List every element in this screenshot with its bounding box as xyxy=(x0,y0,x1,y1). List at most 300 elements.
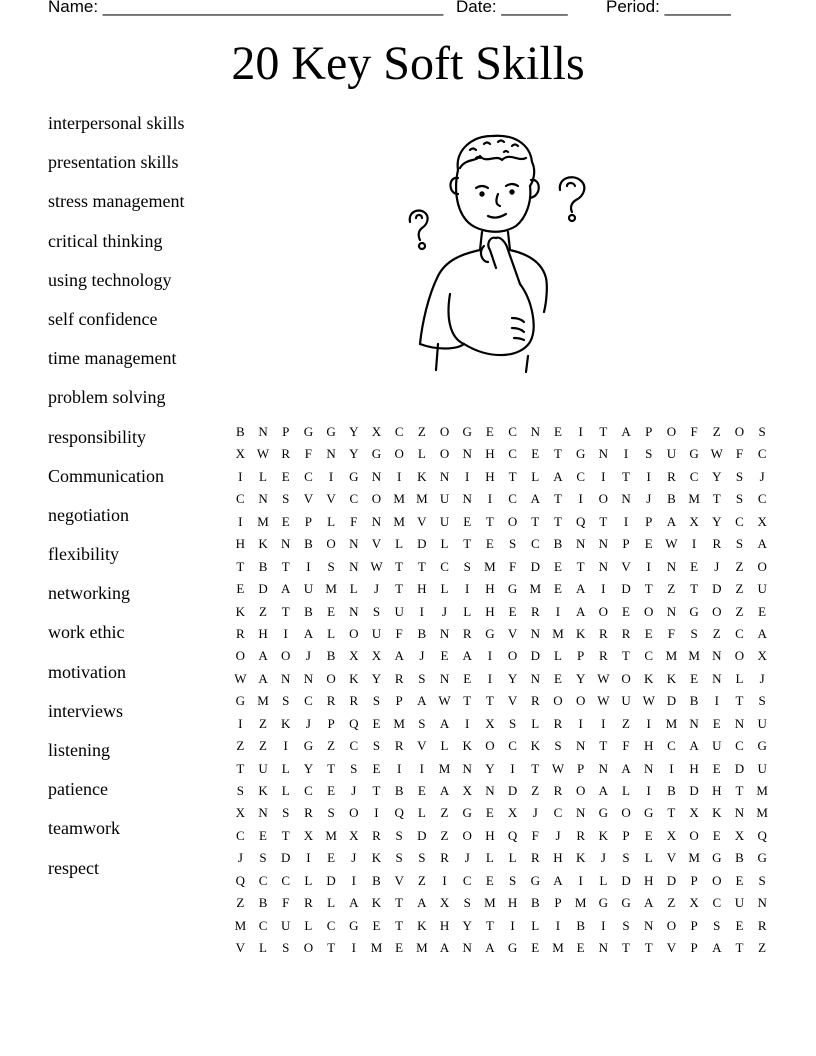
grid-letter: V xyxy=(235,940,246,956)
grid-letter: T xyxy=(281,558,290,574)
grid-letter: N xyxy=(598,446,609,462)
grid-letter: S xyxy=(282,491,290,507)
grid-letter: K xyxy=(644,670,654,686)
grid-letter: O xyxy=(598,491,609,507)
grid-letter: U xyxy=(303,581,314,597)
grid-letter: N xyxy=(258,805,268,821)
grid-letter: F xyxy=(667,625,676,641)
grid-letter: S xyxy=(508,536,517,552)
grid-letter: E xyxy=(735,872,744,888)
grid-letter: B xyxy=(576,917,585,933)
grid-letter: G xyxy=(712,850,722,866)
grid-letter: R xyxy=(304,895,313,911)
grid-letter: M xyxy=(529,581,542,597)
grid-letter: U xyxy=(621,693,631,709)
grid-letter: O xyxy=(712,603,722,619)
grid-letter: S xyxy=(395,827,403,843)
grid-letter: D xyxy=(621,872,631,888)
grid-letter: L xyxy=(485,850,494,866)
word-bank-item: responsibility xyxy=(48,426,146,447)
grid-letter: C xyxy=(508,424,517,439)
grid-letter: Z xyxy=(735,603,744,619)
grid-letter: S xyxy=(395,850,403,866)
grid-letter: L xyxy=(259,468,267,484)
grid-letter: S xyxy=(690,625,698,641)
grid-letter: H xyxy=(235,536,246,552)
word-bank-item: critical thinking xyxy=(48,230,163,251)
grid-letter: X xyxy=(757,513,767,529)
grid-letter: V xyxy=(507,693,518,709)
grid-letter: T xyxy=(531,513,540,529)
grid-letter: O xyxy=(644,603,654,619)
grid-letter: T xyxy=(236,760,245,776)
grid-letter: R xyxy=(440,850,449,866)
grid-letter: L xyxy=(644,850,653,866)
grid-letter: E xyxy=(576,940,585,956)
grid-letter: K xyxy=(258,536,268,552)
grid-letter: I xyxy=(442,872,447,888)
grid-letter: R xyxy=(599,648,608,664)
grid-letter: R xyxy=(553,715,563,731)
grid-letter: M xyxy=(257,513,269,529)
grid-letter: O xyxy=(485,738,495,754)
grid-letter: E xyxy=(463,670,472,686)
grid-letter: L xyxy=(349,581,358,597)
grid-letter: X xyxy=(757,648,767,664)
grid-letter: D xyxy=(712,581,722,597)
grid-letter: O xyxy=(507,648,518,664)
grid-letter: J xyxy=(759,468,765,484)
grid-letter: V xyxy=(417,738,427,754)
grid-letter: N xyxy=(712,648,722,664)
grid-letter: Z xyxy=(712,424,721,439)
grid-letter: U xyxy=(258,760,268,776)
grid-letter: O xyxy=(575,693,586,709)
grid-letter: O xyxy=(666,424,677,439)
grid-letter: J xyxy=(237,850,243,866)
grid-row xyxy=(229,892,774,914)
grid-letter: T xyxy=(735,940,744,956)
grid-letter: G xyxy=(507,940,518,956)
grid-letter: K xyxy=(666,670,677,686)
grid-letter: I xyxy=(623,513,629,529)
word-bank-item: interviews xyxy=(48,700,123,721)
grid-letter: I xyxy=(555,603,561,619)
grid-letter: Z xyxy=(758,940,767,956)
grid-letter: E xyxy=(259,827,267,843)
grid-letter: O xyxy=(349,625,359,641)
grid-letter: L xyxy=(304,872,313,888)
grid-letter: H xyxy=(485,827,495,843)
grid-letter: I xyxy=(419,603,425,619)
grid-letter: Q xyxy=(394,805,404,821)
grid-letter: I xyxy=(306,850,311,866)
grid-letter: C xyxy=(757,491,767,507)
grid-letter: T xyxy=(236,558,245,574)
grid-letter: N xyxy=(349,603,359,619)
grid-letter: P xyxy=(395,693,403,709)
grid-letter: M xyxy=(484,558,496,574)
grid-letter: C xyxy=(508,446,517,462)
grid-letter: L xyxy=(531,917,540,933)
grid-letter: B xyxy=(553,536,563,552)
grid-letter: G xyxy=(371,446,382,462)
grid-letter: Z xyxy=(259,715,267,731)
grid-letter: D xyxy=(326,872,336,888)
word-bank-item: stress management xyxy=(48,191,185,212)
grid-letter: N xyxy=(598,558,609,574)
grid-letter: P xyxy=(622,536,630,552)
grid-letter: A xyxy=(575,581,586,597)
grid-letter: L xyxy=(599,872,608,888)
grid-letter: N xyxy=(575,536,586,552)
grid-letter: R xyxy=(304,805,313,821)
grid-letter: L xyxy=(417,805,426,821)
grid-row xyxy=(229,937,774,959)
grid-letter: E xyxy=(553,424,562,439)
grid-letter: B xyxy=(326,648,336,664)
grid-letter: C xyxy=(689,468,699,484)
grid-letter: I xyxy=(578,872,583,888)
grid-letter: S xyxy=(282,940,290,956)
grid-letter: X xyxy=(734,827,745,843)
grid-letter: A xyxy=(598,783,609,798)
grid-letter: R xyxy=(599,625,608,641)
grid-letter: D xyxy=(621,581,631,597)
grid-letter: I xyxy=(328,468,334,484)
grid-letter: R xyxy=(530,850,540,866)
grid-letter: C xyxy=(462,872,472,888)
grid-row xyxy=(229,713,774,735)
period-field-label: Period: _______ xyxy=(606,0,731,16)
grid-letter: I xyxy=(351,872,356,888)
grid-letter: P xyxy=(690,917,698,933)
grid-letter: G xyxy=(575,446,586,462)
grid-letter: Y xyxy=(371,670,382,686)
grid-letter: T xyxy=(395,581,404,597)
grid-letter: J xyxy=(351,783,357,798)
grid-letter: L xyxy=(327,513,336,529)
grid-letter: R xyxy=(667,468,676,484)
grid-letter: K xyxy=(417,917,427,933)
grid-letter: F xyxy=(508,558,517,574)
grid-letter: T xyxy=(622,940,630,956)
grid-letter: H xyxy=(258,625,268,641)
grid-letter: T xyxy=(735,783,744,798)
grid-letter: V xyxy=(394,872,404,888)
grid-letter: T xyxy=(622,648,630,664)
grid-letter: N xyxy=(349,558,359,574)
grid-letter: I xyxy=(555,917,561,933)
grid-letter: F xyxy=(622,738,630,754)
grid-letter: I xyxy=(646,715,651,731)
grid-letter: O xyxy=(621,670,631,686)
grid-letter: G xyxy=(303,424,314,439)
grid-letter: O xyxy=(394,446,404,462)
grid-letter: A xyxy=(439,715,450,731)
grid-letter: A xyxy=(258,670,268,686)
grid-letter: J xyxy=(419,648,425,664)
grid-letter: A xyxy=(462,648,472,664)
grid-letter: E xyxy=(690,670,699,686)
grid-letter: U xyxy=(734,895,745,911)
grid-letter: I xyxy=(465,715,470,731)
grid-letter: D xyxy=(258,581,268,597)
grid-letter: H xyxy=(417,581,427,597)
grid-letter: Z xyxy=(259,738,267,754)
grid-letter: H xyxy=(485,446,495,462)
grid-row xyxy=(229,556,774,578)
grid-row xyxy=(229,758,774,780)
grid-letter: C xyxy=(304,468,313,484)
grid-letter: S xyxy=(735,468,744,484)
grid-letter: E xyxy=(372,760,381,776)
grid-letter: S xyxy=(758,424,766,439)
grid-letter: J xyxy=(646,491,652,507)
grid-letter: C xyxy=(735,738,744,754)
grid-letter: E xyxy=(622,603,630,619)
grid-letter: E xyxy=(327,783,336,798)
grid-letter: A xyxy=(712,940,722,956)
grid-letter: S xyxy=(418,670,426,686)
grid-letter: A xyxy=(621,424,631,439)
grid-letter: K xyxy=(281,715,291,731)
grid-letter: M xyxy=(416,491,428,507)
word-bank-item: using technology xyxy=(48,269,172,290)
grid-letter: I xyxy=(578,491,583,507)
grid-letter: I xyxy=(487,648,493,664)
grid-letter: N xyxy=(530,625,540,641)
grid-letter: M xyxy=(416,940,428,956)
grid-letter: A xyxy=(394,648,404,664)
grid-letter: Z xyxy=(440,805,449,821)
grid-letter: O xyxy=(575,783,586,798)
grid-letter: P xyxy=(554,895,562,911)
grid-letter: X xyxy=(235,446,246,462)
grid-letter: J xyxy=(442,603,448,619)
grid-letter: O xyxy=(439,424,450,439)
grid-letter: B xyxy=(417,625,427,641)
grid-letter: E xyxy=(553,670,562,686)
grid-letter: M xyxy=(688,491,700,507)
grid-letter: N xyxy=(757,895,767,911)
grid-letter: W xyxy=(665,536,678,552)
grid-letter: S xyxy=(418,850,426,866)
grid-letter: K xyxy=(530,738,540,754)
grid-letter: S xyxy=(622,917,630,933)
grid-row xyxy=(229,690,774,712)
grid-letter: N xyxy=(462,491,472,507)
grid-letter: S xyxy=(350,760,358,776)
grid-letter: K xyxy=(371,850,382,866)
grid-letter: I xyxy=(396,468,402,484)
word-bank-item: work ethic xyxy=(48,622,125,643)
grid-letter: K xyxy=(462,738,472,754)
grid-letter: C xyxy=(304,783,313,798)
grid-letter: R xyxy=(553,783,563,798)
grid-letter: A xyxy=(417,693,427,709)
grid-letter: E xyxy=(758,603,767,619)
grid-letter: E xyxy=(644,536,653,552)
grid-letter: L xyxy=(553,648,562,664)
grid-letter: I xyxy=(465,581,470,597)
word-bank-item: listening xyxy=(48,740,110,760)
grid-letter: Z xyxy=(327,738,336,754)
grid-letter: I xyxy=(465,468,470,484)
grid-letter: I xyxy=(487,670,493,686)
grid-letter: K xyxy=(712,805,722,821)
grid-letter: O xyxy=(712,872,722,888)
grid-letter: C xyxy=(508,738,517,754)
grid-row xyxy=(229,511,774,533)
grid-letter: L xyxy=(622,783,630,798)
grid-letter: S xyxy=(508,715,517,731)
grid-letter: U xyxy=(281,917,291,933)
grid-letter: T xyxy=(281,827,290,843)
grid-row xyxy=(229,870,774,892)
grid-letter: K xyxy=(575,625,586,641)
grid-letter: Z xyxy=(735,581,744,597)
grid-letter: T xyxy=(599,424,608,439)
grid-letter: Z xyxy=(440,827,449,843)
grid-letter: D xyxy=(530,648,540,664)
grid-letter: S xyxy=(508,872,517,888)
grid-letter: I xyxy=(714,693,719,709)
grid-letter: Y xyxy=(507,670,518,686)
grid-letter: T xyxy=(644,581,653,597)
grid-letter: I xyxy=(601,468,606,484)
grid-letter: N xyxy=(371,513,382,529)
grid-letter: N xyxy=(439,670,450,686)
grid-letter: N xyxy=(734,805,745,821)
grid-letter: V xyxy=(417,513,427,529)
grid-row xyxy=(229,421,774,443)
grid-letter: N xyxy=(575,738,586,754)
grid-letter: M xyxy=(393,513,405,529)
grid-letter: N xyxy=(439,468,450,484)
grid-letter: P xyxy=(690,940,698,956)
grid-letter: Y xyxy=(712,513,722,529)
grid-row xyxy=(229,825,774,847)
grid-letter: O xyxy=(734,424,745,439)
grid-letter: R xyxy=(712,536,722,552)
grid-letter: R xyxy=(757,917,767,933)
grid-letter: X xyxy=(507,805,518,821)
grid-letter: M xyxy=(484,895,496,911)
grid-letter: N xyxy=(462,940,472,956)
grid-letter: F xyxy=(282,895,290,911)
grid-letter: E xyxy=(712,715,721,731)
grid-letter: Y xyxy=(349,446,359,462)
grid-letter: R xyxy=(530,693,540,709)
grid-letter: W xyxy=(597,693,610,709)
grid-letter: C xyxy=(757,446,767,462)
grid-letter: M xyxy=(438,760,451,776)
word-bank-item: patience xyxy=(48,779,108,800)
grid-letter: C xyxy=(712,895,722,911)
grid-letter: R xyxy=(621,625,631,641)
grid-letter: A xyxy=(666,513,677,529)
word-bank-item: networking xyxy=(48,583,130,604)
grid-row xyxy=(229,802,774,824)
grid-letter: G xyxy=(621,895,631,911)
grid-letter: N xyxy=(281,536,291,552)
grid-letter: D xyxy=(530,558,540,574)
grid-letter: B xyxy=(304,603,313,619)
grid-letter: S xyxy=(418,715,426,731)
grid-letter: E xyxy=(236,581,245,597)
grid-letter: M xyxy=(552,625,564,641)
grid-letter: X xyxy=(689,805,699,821)
grid-letter: G xyxy=(689,603,699,619)
grid-letter: S xyxy=(735,536,744,552)
grid-letter: I xyxy=(238,715,243,731)
grid-letter: Q xyxy=(507,827,518,843)
grid-letter: D xyxy=(417,827,427,843)
grid-letter: J xyxy=(464,850,470,866)
grid-letter: H xyxy=(485,603,495,619)
grid-row xyxy=(229,735,774,757)
grid-letter: S xyxy=(282,805,290,821)
grid-letter: I xyxy=(601,715,606,731)
grid-letter: A xyxy=(258,648,268,664)
grid-letter: T xyxy=(463,536,472,552)
word-bank-item: presentation skills xyxy=(48,152,179,173)
grid-letter: L xyxy=(440,536,449,552)
grid-letter: N xyxy=(598,536,609,552)
grid-row xyxy=(229,443,774,465)
grid-letter: L xyxy=(463,603,472,619)
grid-letter: C xyxy=(735,513,744,529)
grid-letter: N xyxy=(462,760,472,776)
grid-letter: F xyxy=(690,424,698,439)
name-field-label: Name: ____________________________________ xyxy=(48,0,444,16)
grid-letter: J xyxy=(373,581,379,597)
grid-letter: O xyxy=(666,917,677,933)
word-bank-item: flexibility xyxy=(48,544,119,565)
grid-letter: N xyxy=(598,940,609,956)
grid-letter: C xyxy=(258,872,268,888)
grid-letter: H xyxy=(712,783,722,798)
grid-letter: O xyxy=(439,446,450,462)
grid-letter: N xyxy=(530,424,540,439)
word-bank-item: time management xyxy=(48,348,177,369)
grid-letter: J xyxy=(305,648,311,664)
grid-letter: D xyxy=(689,783,699,798)
grid-letter: W xyxy=(234,670,247,686)
grid-letter: S xyxy=(463,558,471,574)
grid-letter: E xyxy=(735,917,744,933)
grid-letter: V xyxy=(621,558,631,574)
grid-letter: Q xyxy=(575,513,586,529)
grid-letter: X xyxy=(303,827,314,843)
grid-letter: O xyxy=(326,670,336,686)
grid-letter: E xyxy=(395,940,404,956)
grid-letter: E xyxy=(553,558,562,574)
grid-letter: M xyxy=(756,805,768,821)
grid-letter: P xyxy=(327,715,335,731)
grid-letter: X xyxy=(349,648,359,664)
grid-letter: T xyxy=(644,940,653,956)
grid-letter: O xyxy=(462,827,472,843)
grid-letter: W xyxy=(710,446,723,462)
grid-letter: Q xyxy=(757,827,767,843)
grid-letter: X xyxy=(689,895,699,911)
grid-letter: X xyxy=(462,783,472,798)
grid-letter: I xyxy=(283,738,288,754)
grid-letter: U xyxy=(439,513,450,529)
grid-letter: H xyxy=(485,581,495,597)
